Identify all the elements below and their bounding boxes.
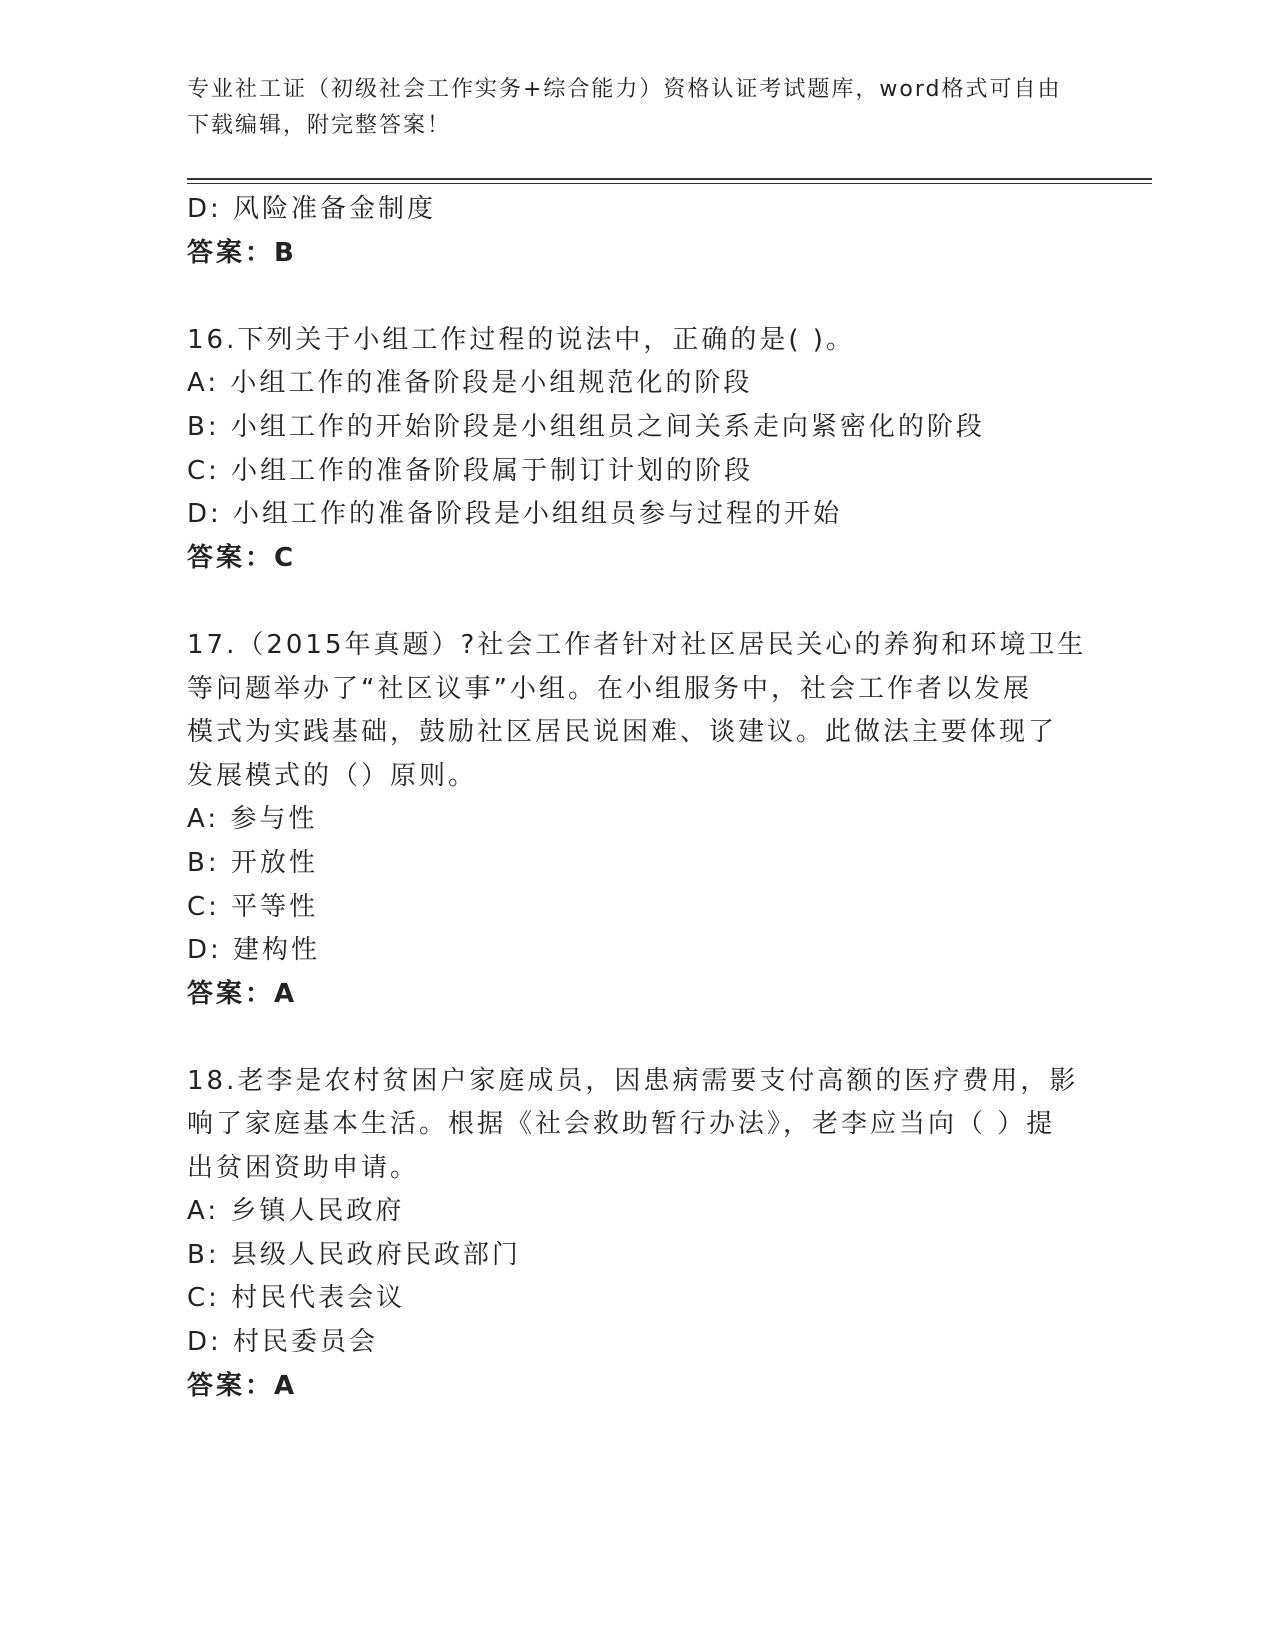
header-line-1: 专业社工证（初级社会工作实务+综合能力）资格认证考试题库，word格式可自由: [187, 77, 1062, 102]
q16-option-d: D: 小组工作的准备阶段是小组组员参与过程的开始: [187, 499, 843, 529]
q18-answer: 答案：A: [187, 1371, 298, 1401]
q17-option-c: C: 平等性: [187, 892, 319, 922]
q16-option-b: B: 小组工作的开始阶段是小组组员之间关系走向紧密化的阶段: [187, 412, 985, 442]
q17-stem-line-4: 发展模式的（）原则。: [187, 761, 478, 791]
q16-option-a: A: 小组工作的准备阶段是小组规范化的阶段: [187, 368, 753, 398]
q17-option-a: A: 参与性: [187, 804, 318, 834]
q16-option-c: C: 小组工作的准备阶段属于制订计划的阶段: [187, 456, 754, 486]
q18-option-b: B: 县级人民政府民政部门: [187, 1240, 521, 1270]
q18-option-c: C: 村民代表会议: [187, 1283, 406, 1313]
q18-stem-line-3: 出贫困资助申请。: [187, 1153, 420, 1183]
q17-stem-line-2: 等问题举办了“社区议事”小组。在小组服务中，社会工作者以发展: [187, 674, 1032, 704]
q17-stem-line-3: 模式为实践基础，鼓励社区居民说困难、谈建议。此做法主要体现了: [187, 717, 1058, 747]
q17-stem-line-1: 17.（2015年真题）?社会工作者针对社区居民关心的养狗和环境卫生: [187, 630, 1087, 660]
header-line-2: 下载编辑，附完整答案！: [187, 113, 452, 138]
q17-answer: 答案：A: [187, 979, 298, 1009]
q15-answer: 答案：B: [187, 238, 297, 268]
q17-option-b: B: 开放性: [187, 848, 318, 878]
q15-option-d: D: 风险准备金制度: [187, 194, 437, 224]
q18-stem-line-1: 18.老李是农村贫困户家庭成员，因患病需要支付高额的医疗费用，影: [187, 1066, 1079, 1096]
q18-stem-line-2: 响了家庭基本生活。根据《社会救助暂行办法》，老李应当向（ ）提: [187, 1109, 1056, 1139]
page-header: [187, 72, 1087, 144]
q18-option-a: A: 乡镇人民政府: [187, 1196, 405, 1226]
q16-stem: 16.下列关于小组工作过程的说法中，正确的是( )。: [187, 325, 855, 355]
q18-option-d: D: 村民委员会: [187, 1327, 379, 1357]
header-divider-thin: [187, 183, 1152, 184]
q17-option-d: D: 建构性: [187, 935, 321, 965]
q16-answer: 答案：C: [187, 543, 297, 573]
header-divider-thick: [187, 178, 1152, 180]
